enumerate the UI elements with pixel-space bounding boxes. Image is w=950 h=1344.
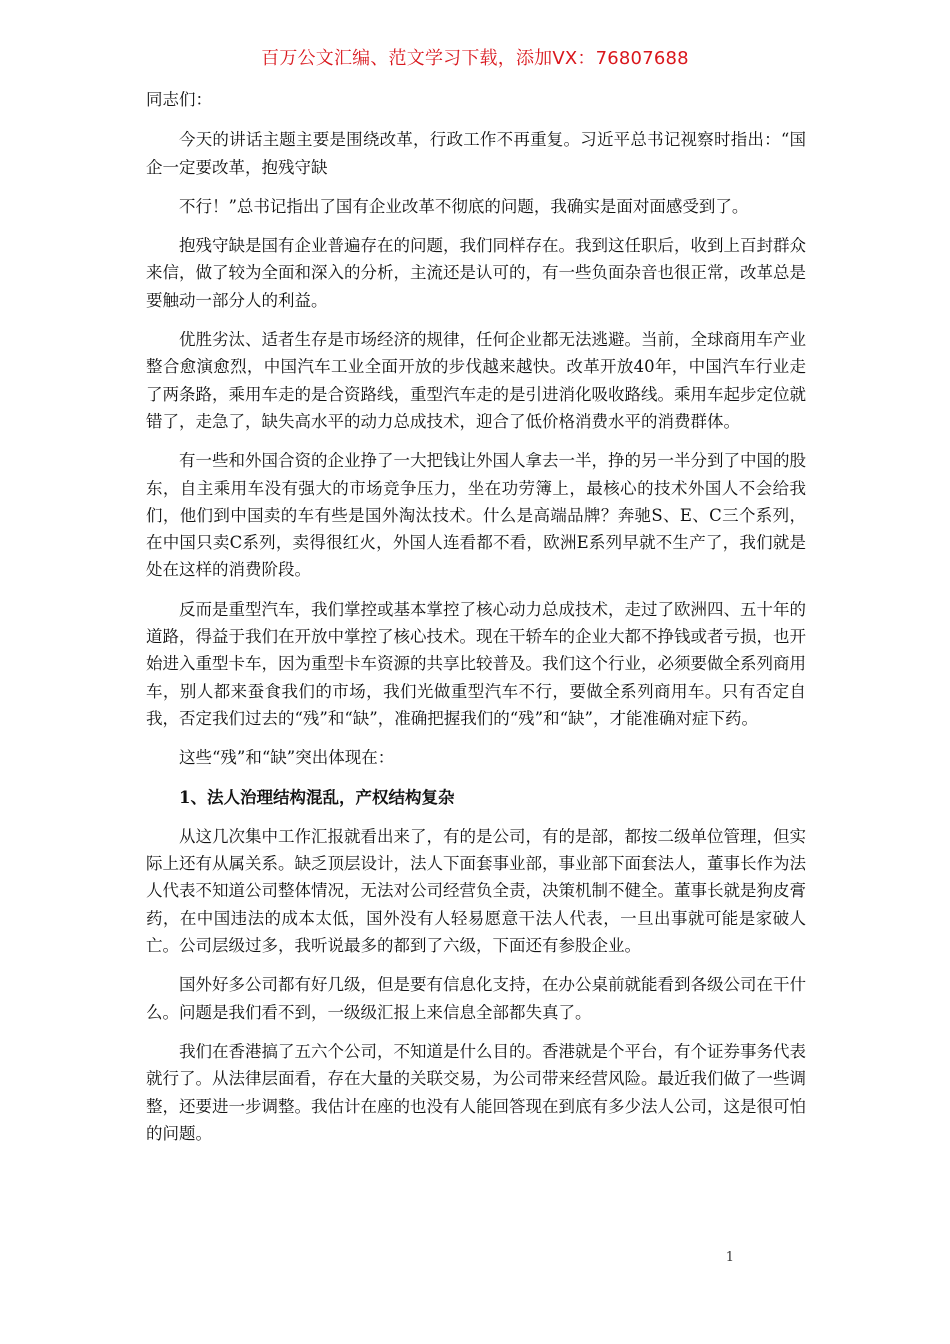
paragraph: 这些“残”和“缺”突出体现在： <box>179 748 395 768</box>
document-body <box>146 86 806 1159</box>
paragraph: 国外好多公司都有好几级，但是要有信息化支持，在办公桌前就能看到各级公司在干什么。问题是我们看不到，一级级汇报上来信息全部都失真了。 <box>146 975 806 1022</box>
paragraph: 抱残守缺是国有企业普遍存在的问题，我们同样存在。我到这任职后，收到上百封群众来信，做了较为全面和深入的分析，主流还是认可的，有一些负面杂音也很正常，改革总是要触动一部分人的利益。 <box>146 236 806 310</box>
promo-banner: 百万公文汇编、范文学习下载，添加VX：76807688 <box>261 48 689 69</box>
paragraph: 优胜劣汰、适者生存是市场经济的规律，任何企业都无法逃避。当前，全球商用车产业整合愈演愈烈，中国汽车工业全面开放的步伐越来越快。改革开放40年，中国汽车行业走了两条路，乘用车走的是合资路线，重型汽车走的是引进消化吸收路线。乘用车起步定位就错了，走急了，缺失高水平的动力总成技术，迎合了低价格消费水平的消费群体。 <box>146 330 806 431</box>
paragraph: 反而是重型汽车，我们掌控或基本掌控了核心动力总成技术，走过了欧洲四、五十年的道路，得益于我们在开放中掌控了核心技术。现在干轿车的企业大都不挣钱或者亏损，也开始进入重型卡车，因为重型卡车资源的共享比较普及。我们这个行业，必须要做全系列商用车，别人都来蚕食我们的市场，我们光做重型汽车不行，要做全系列商用车。只有否定自我，否定我们过去的“残”和“缺”，准确把握我们的“残”和“缺”，才能准确对症下药。 <box>146 599 806 728</box>
paragraph: 不行！”总书记指出了国有企业改革不彻底的问题，我确实是面对面感受到了。 <box>179 196 749 216</box>
section-heading: 1、法人治理结构混乱，产权结构复杂 <box>179 787 455 807</box>
salutation: 同志们： <box>146 90 212 109</box>
paragraph: 今天的讲话主题主要是围绕改革，行政工作不再重复。习近平总书记视察时指出：“国企一定要改革，抱残守缺 <box>146 130 806 177</box>
page-number: 1 <box>725 1250 734 1265</box>
paragraph: 从这几次集中工作汇报就看出来了，有的是公司，有的是部，都按二级单位管理，但实际上还有从属关系。缺乏顶层设计，法人下面套事业部，事业部下面套法人，董事长作为法人代表不知道公司整体情况，无法对公司经营负全责，决策机制不健全。董事长就是狗皮膏药，在中国违法的成本太低，国外没有人轻易愿意干法人代表，一旦出事就可能是家破人亡。公司层级过多，我听说最多的都到了六级，下面还有参股企业。 <box>146 826 806 956</box>
paragraph: 我们在香港搞了五六个公司，不知道是什么目的。香港就是个平台，有个证券事务代表就行了。从法律层面看，存在大量的关联交易，为公司带来经营风险。最近我们做了一些调整，还要进一步调整。我估计在座的也没有人能回答现在到底有多少法人公司，这是很可怕的问题。 <box>146 1041 806 1143</box>
paragraph: 有一些和外国合资的企业挣了一大把钱让外国人拿去一半，挣的另一半分到了中国的股东，自主乘用车没有强大的市场竞争压力，坐在功劳簿上，最核心的技术外国人不会给我们，他们到中国卖的车有些是国外淘汰技术。什么是高端品牌？奔驰S、E、C三个系列，在中国只卖C系列，卖得很红火，外国人连看都不看，欧洲E系列早就不生产了，我们就是处在这样的消费阶段。 <box>146 451 806 580</box>
